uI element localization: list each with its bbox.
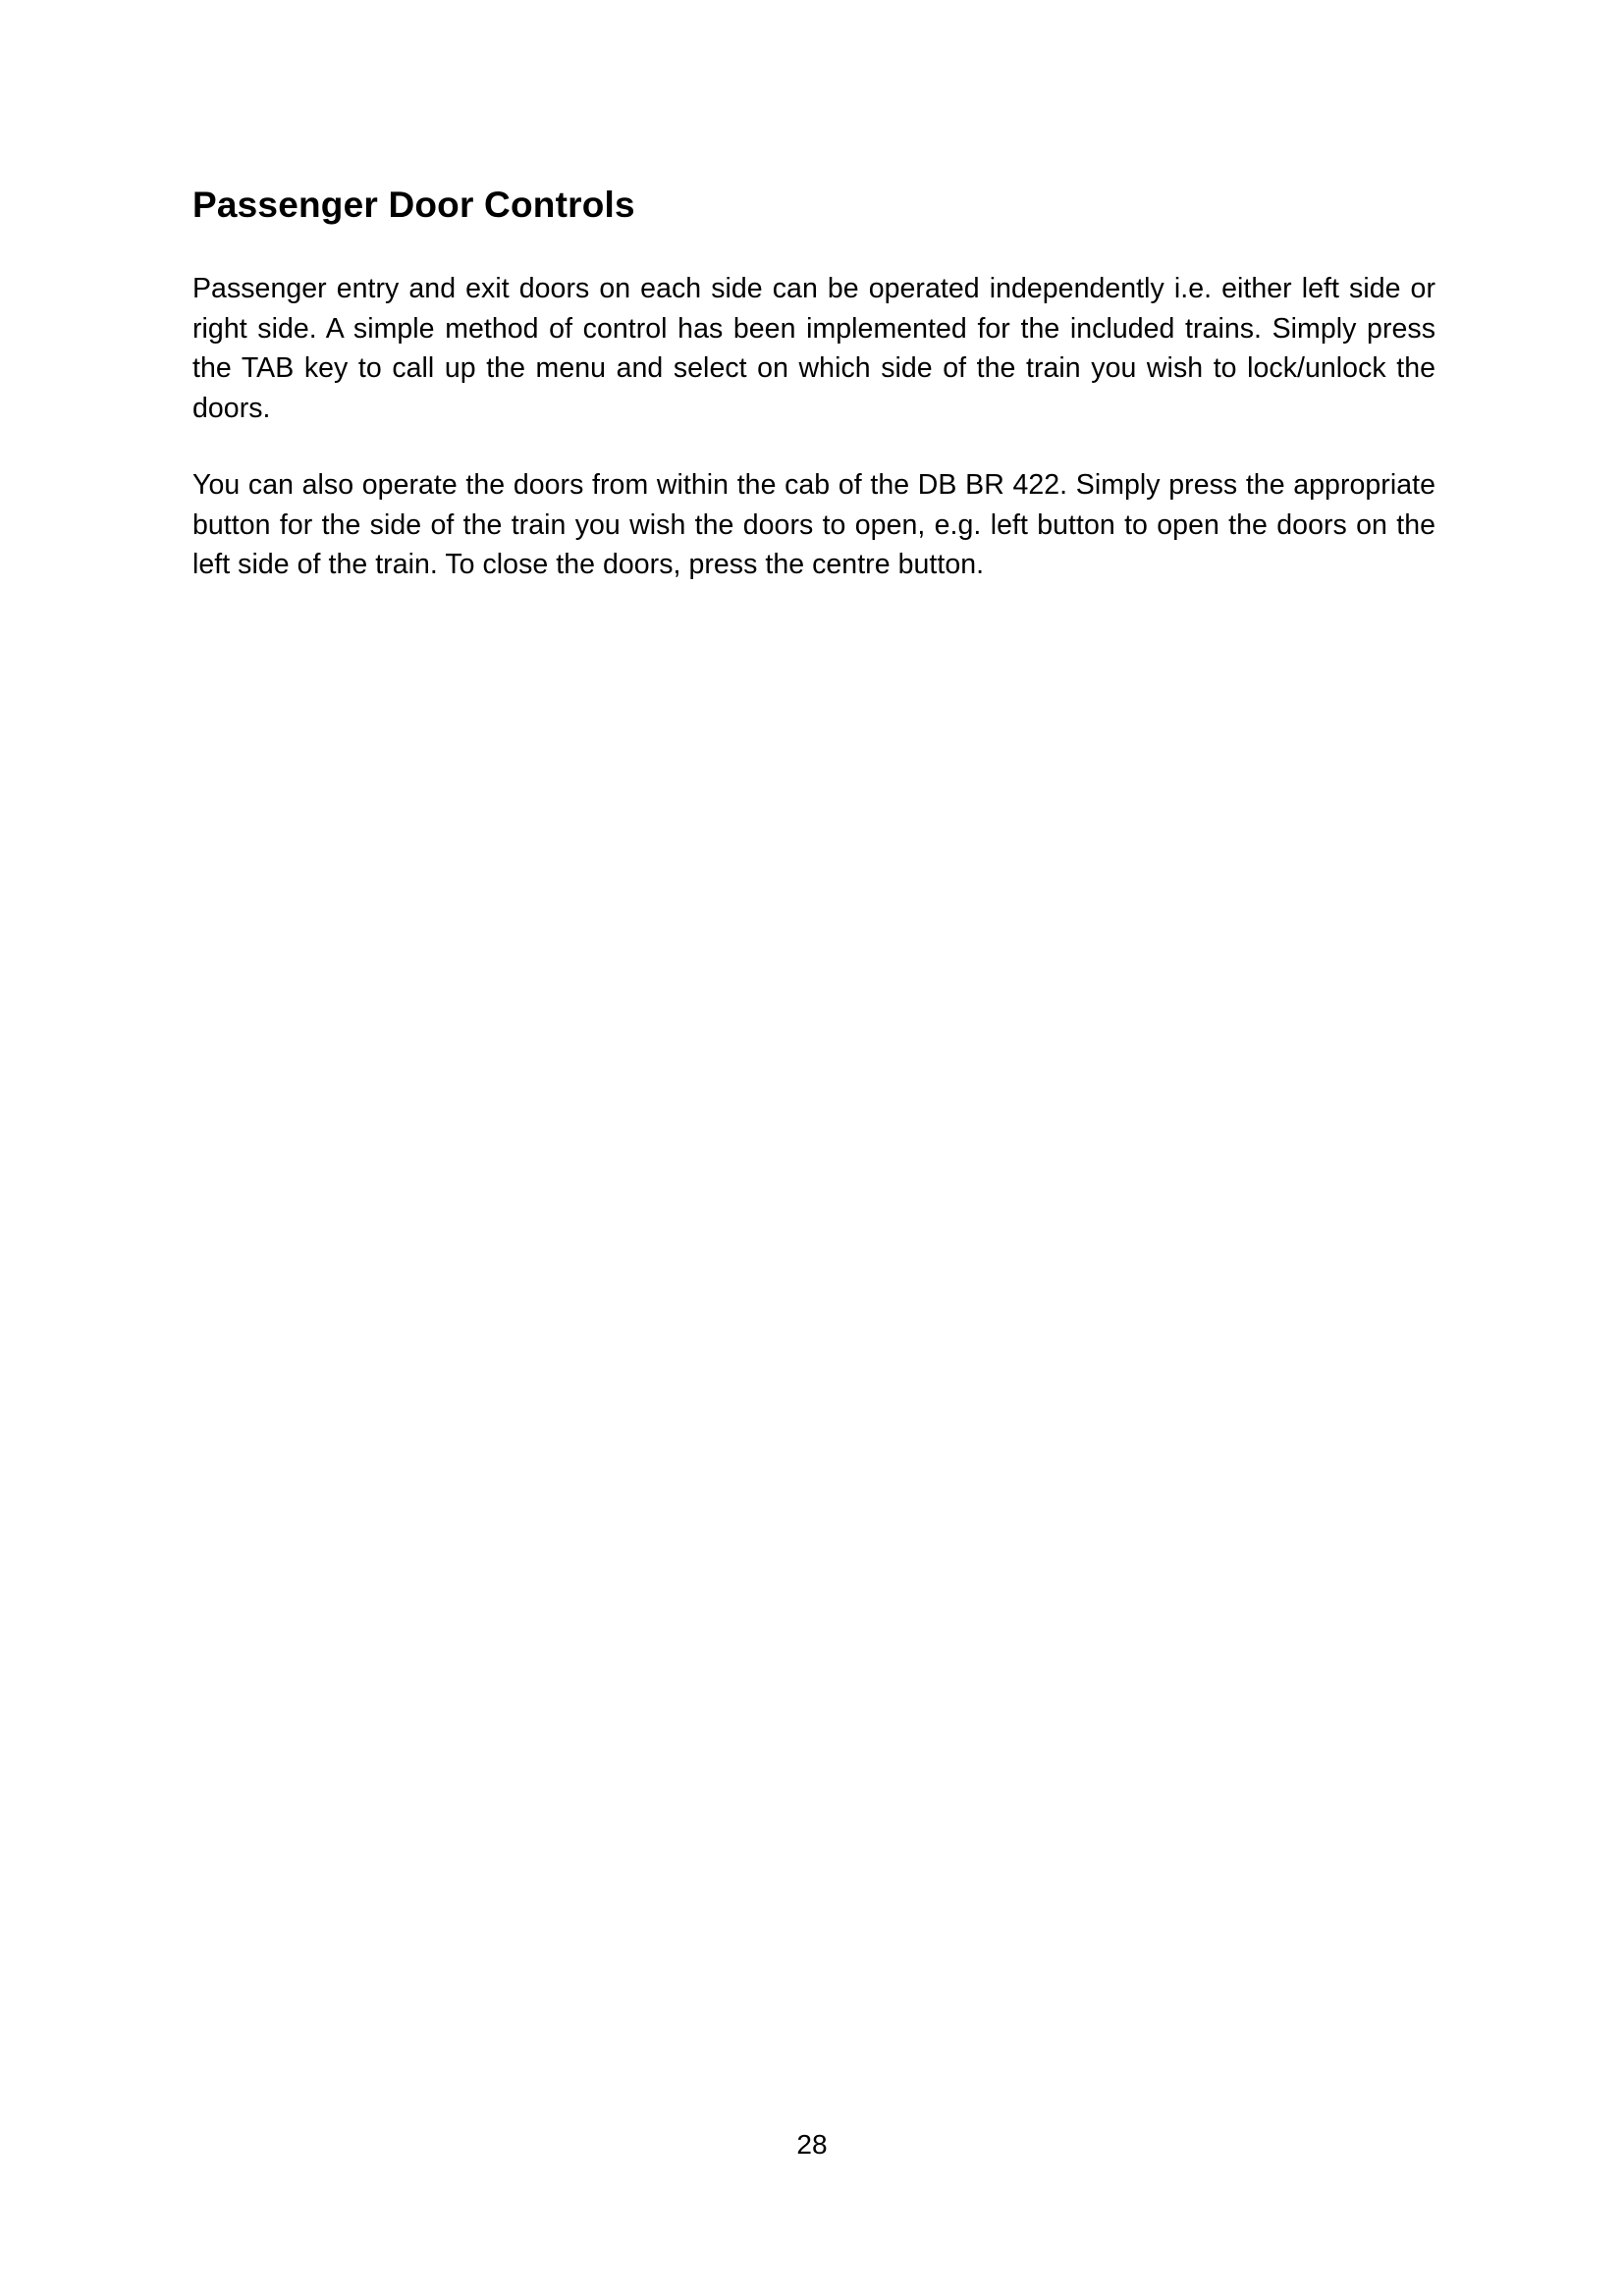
page-content xyxy=(192,183,1435,585)
body-paragraph-1: Passenger entry and exit doors on each side can be operated independently i.e. either left side or right side. A simple method of control has been implemented for the included trains. Simply press the TAB key to call up the menu and select on which side of the train you wish to lock/unlock the doors. xyxy=(192,273,1435,424)
page-number: 28 xyxy=(796,2129,828,2160)
page-title: Passenger Door Controls xyxy=(192,185,635,225)
body-paragraph-2: You can also operate the doors from within the cab of the DB BR 422. Simply press the appropriate button for the side of the train you wish the doors to open, e.g. left button to open the doors on the left side of the train. To close the doors, press the centre button. xyxy=(192,469,1435,581)
